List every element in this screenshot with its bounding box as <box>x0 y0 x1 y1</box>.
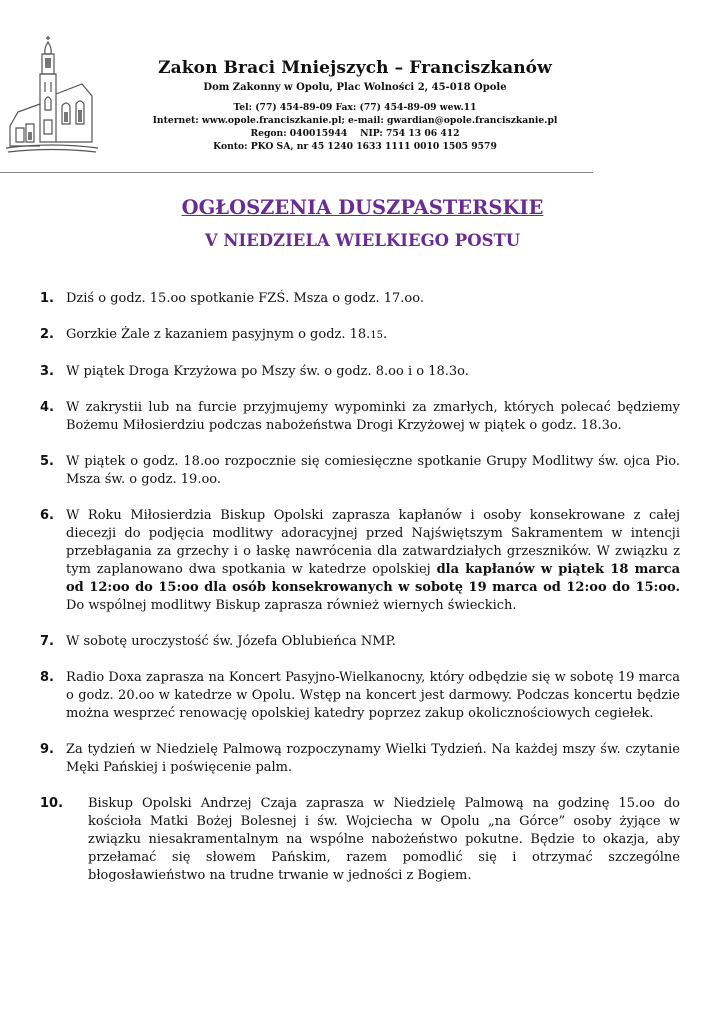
org-name: Zakon Braci Mniejszych – Franciszkanów <box>158 58 552 78</box>
item-number: 8. <box>40 670 54 685</box>
item-number: 1. <box>40 291 54 306</box>
list-item <box>40 633 680 651</box>
page-subtitle: V NIEDZIELA WIELKIEGO POSTU <box>204 231 521 250</box>
church-tower-icon <box>4 34 100 162</box>
account-line: Konto: PKO SA, nr 45 1240 1633 1111 0010 1505 9579 <box>213 141 497 152</box>
list-item <box>40 669 680 723</box>
item-text: W piątek Droga Krzyżowa po Mszy św. o godz. 8.oo i o 18.3o. <box>66 364 469 379</box>
internet-line: Internet: www.opole.franciszkanie.pl; e-mail: gwardian@opole.franciszkanie.pl <box>152 115 558 126</box>
item-text: Radio Doxa zaprasza na Koncert Pasyjno-Wielkanocny, który odbędzie się w sobotę 19 marca o godz. 20.oo w katedrze w Opolu. Wstęp na koncert jest darmowy. Podczas koncertu będzie można wesprzeć renowację opolskiej katedry poprzez zakup okolicznościowych cegiełek. <box>66 670 680 721</box>
item-text-part: Gorzkie Żale z kazaniem pasyjnym o godz. 18. <box>66 327 371 342</box>
item-number: 9. <box>40 742 54 757</box>
item-text-bold: dla kapłanów w piątek 18 marca od 12:oo do 15:oo dla osób konsekrowanych w sobotę 19 marca od 12:oo do 15:oo. <box>66 562 680 595</box>
list-item <box>40 453 680 489</box>
item-text-part: W Roku Miłosierdzia Biskup Opolski zaprasza kapłanów i osoby konsekrowane z całej diecezji do podjęcia modlitwy adoracyjnej przed Najświętszym Sakramentem w intencji przebłagania za grzechy i o łaskę nawrócenia dla zatwardziałych grzeszników. W związku z tym zaplanowano dwa spotkania w katedrze opolskiej <box>66 508 680 577</box>
letterhead <box>110 58 600 153</box>
item-text-part: . <box>383 327 388 342</box>
list-item <box>40 363 680 381</box>
list-item <box>40 290 680 308</box>
item-number: 10. <box>40 796 64 811</box>
list-item <box>40 741 680 777</box>
list-item <box>40 326 680 345</box>
title-block <box>0 196 725 250</box>
org-address: Dom Zakonny w Opolu, Plac Wolności 2, 45-018 Opole <box>203 82 507 93</box>
list-item <box>40 507 680 615</box>
item-text: W sobotę uroczystość św. Józefa Oblubieńca NMP. <box>66 634 396 649</box>
item-text-small: 15 <box>370 330 384 341</box>
item-text: Za tydzień w Niedzielę Palmową rozpoczynamy Wielki Tydzień. Na każdej mszy św. czytanie Męki Pańskiej i poświęcenie palm. <box>66 742 680 775</box>
item-text-part: Do wspólnej modlitwy Biskup zaprasza również wiernych świeckich. <box>66 598 517 613</box>
item-text: Dziś o godz. 15.oo spotkanie FZŚ. Msza o godz. 17.oo. <box>66 291 424 306</box>
item-text <box>66 507 680 615</box>
list-item <box>40 795 680 885</box>
page-title: OGŁOSZENIA DUSZPASTERSKIE <box>181 196 544 219</box>
item-text: W piątek o godz. 18.oo rozpocznie się comiesięczne spotkanie Grupy Modlitwy św. ojca Pio. Msza św. o godz. 19.oo. <box>66 454 680 487</box>
item-text <box>66 326 680 345</box>
item-number: 2. <box>40 327 54 342</box>
item-number: 3. <box>40 364 54 379</box>
announcements-list <box>40 290 680 903</box>
regon-line: Regon: 040015944 NIP: 754 13 06 412 <box>250 128 460 139</box>
item-number: 4. <box>40 400 54 415</box>
list-item <box>40 399 680 435</box>
item-number: 6. <box>40 508 54 523</box>
item-text: Biskup Opolski Andrzej Czaja zaprasza w Niedzielę Palmową na godzinę 15.oo do kościoła Matki Bożej Bolesnej i św. Wojciecha w Opolu „na Górce” osoby żyjące w związku niesakramentalnym na wspólne nabożeństwo pokutne. Będzie to okazja, aby przełamać się słowem Pańskim, razem pomodlić się i otrzymać szczególne błogosławieństwo na trudne trwanie w jedności z Bogiem. <box>88 796 680 883</box>
item-text: W zakrystii lub na furcie przyjmujemy wypominki za zmarłych, których polecać będziemy Bożemu Miłosierdziu podczas nabożeństwa Drogi Krzyżowej w piątek o godz. 18.3o. <box>66 400 680 433</box>
header-divider <box>0 172 593 173</box>
phone-line: Tel: (77) 454-89-09 Fax: (77) 454-89-09 wew.11 <box>233 102 477 113</box>
item-number: 7. <box>40 634 54 649</box>
item-number: 5. <box>40 454 54 469</box>
